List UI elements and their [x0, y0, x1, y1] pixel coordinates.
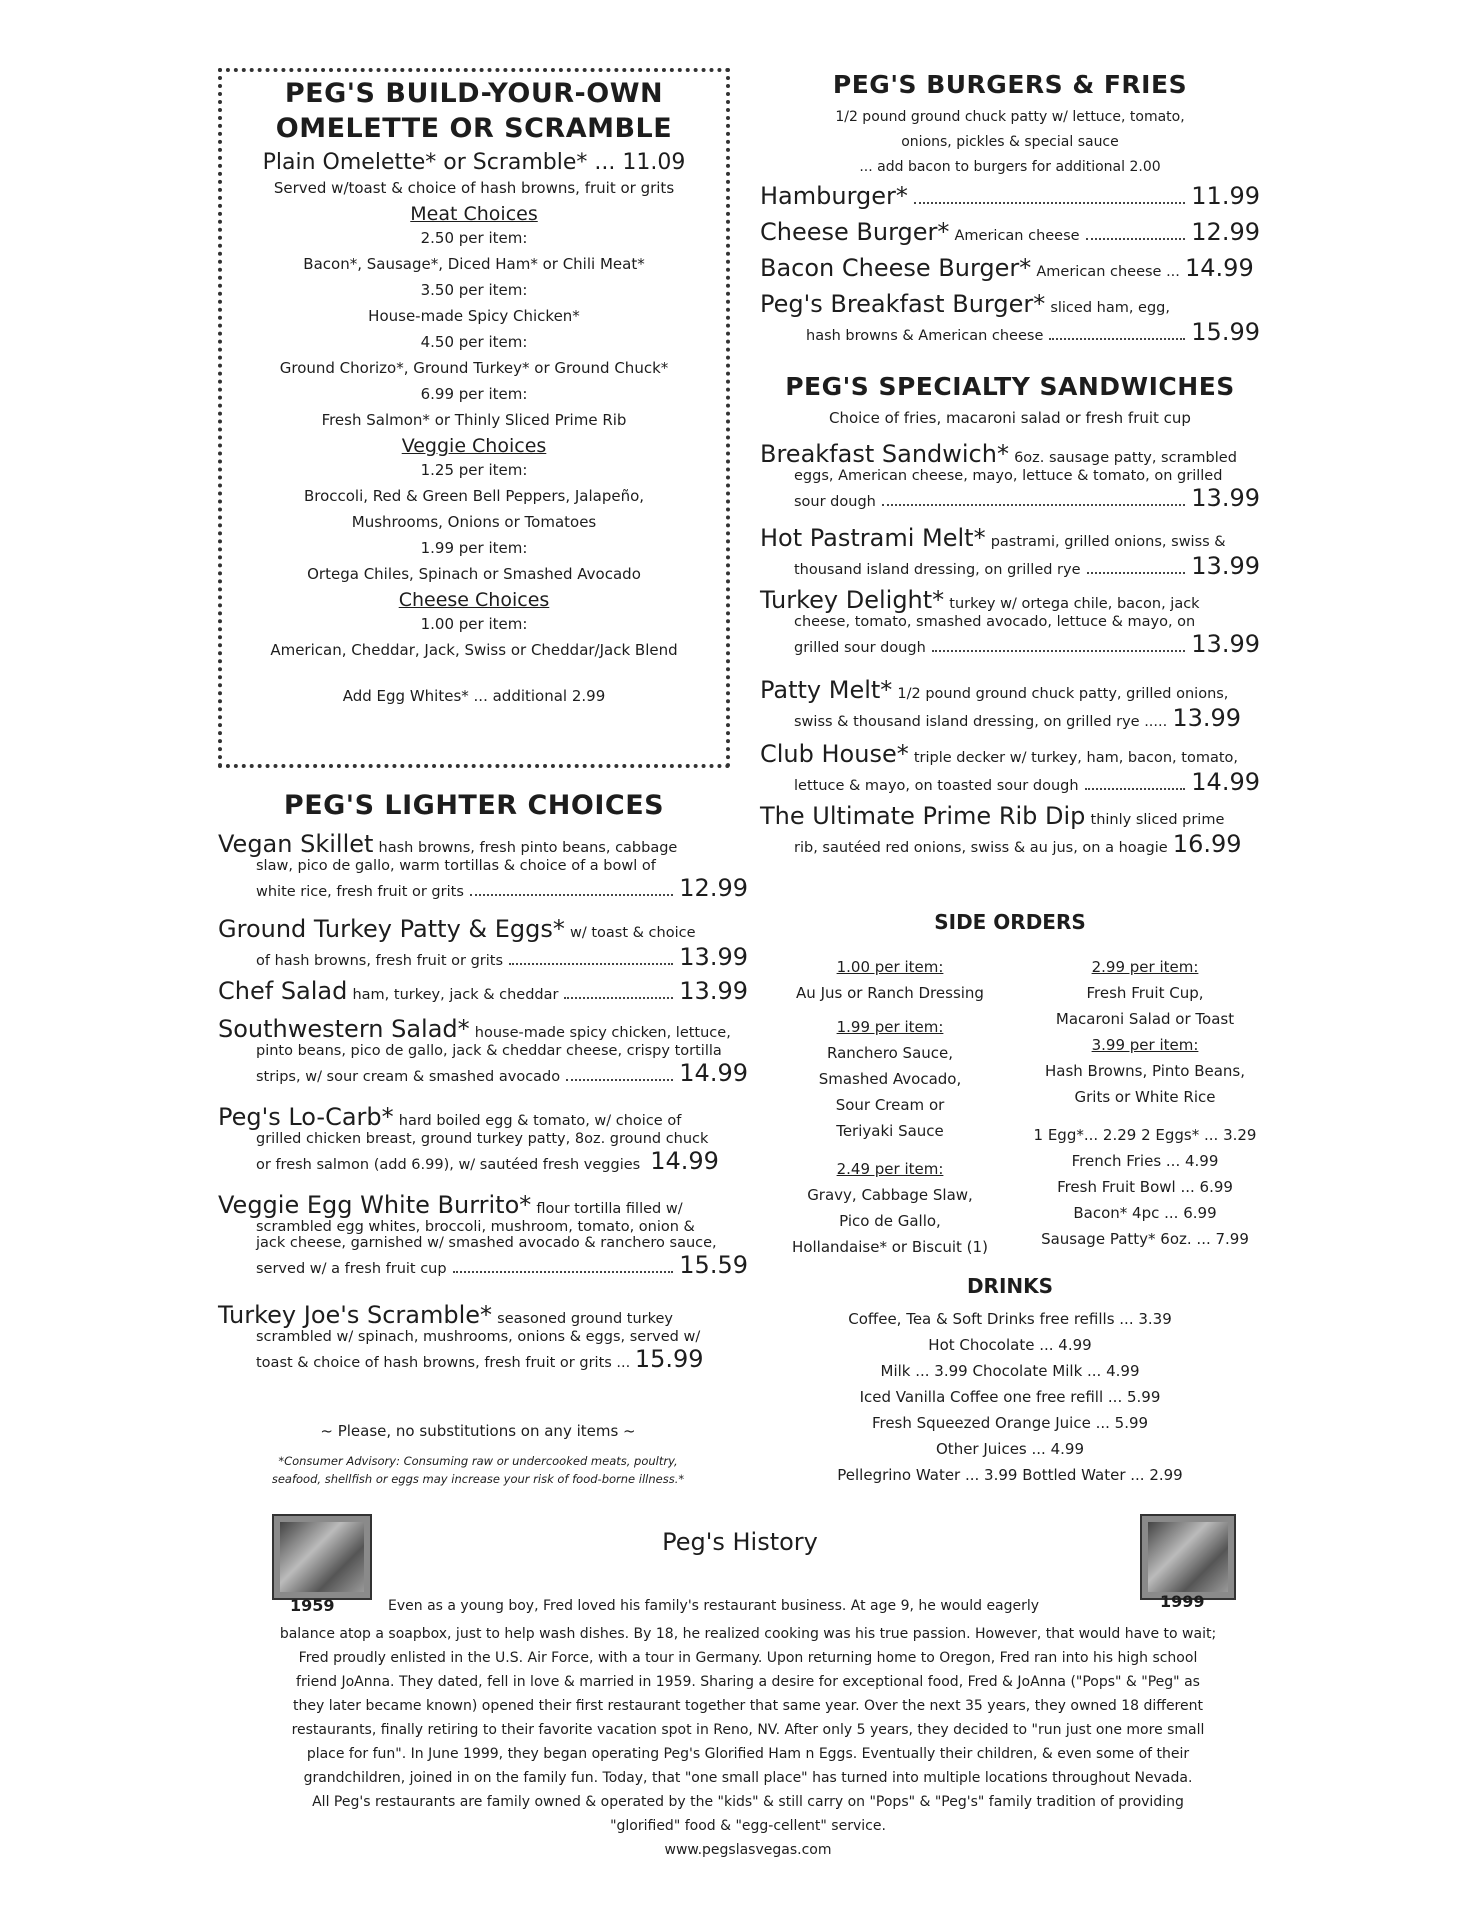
sandwiches-subtitle: Choice of fries, macaroni salad or fresh fruit cup	[829, 409, 1191, 427]
menu-item	[218, 915, 748, 977]
cheese-line: American, Cheddar, Jack, Swiss or Cheddar/Jack Blend	[270, 641, 678, 659]
item-price: 14.99	[650, 1147, 719, 1175]
website-link[interactable]: www.pegslasvegas.com	[664, 1842, 832, 1858]
served-with: Served w/toast & choice of hash browns, fruit or grits	[273, 179, 675, 197]
leader-dots	[566, 1079, 673, 1081]
item-desc: American cheese ...	[1036, 264, 1180, 280]
leader-dots	[914, 202, 1185, 204]
side-line: Sour Cream or	[835, 1096, 945, 1114]
menu-item	[218, 1191, 748, 1301]
meat-line: Bacon*, Sausage*, Diced Ham* or Chili Meat*	[303, 255, 645, 273]
meat-line: Ground Chorizo*, Ground Turkey* or Ground Chuck*	[279, 359, 669, 377]
item-desc: pastrami, grilled onions, swiss &	[990, 534, 1226, 550]
item-price: 11.99	[1191, 182, 1260, 210]
item-desc: 1/2 pound ground chuck patty, grilled onions,	[897, 686, 1229, 702]
cheese-heading: Cheese Choices	[398, 589, 550, 611]
item-desc: w/ toast & choice	[569, 925, 696, 941]
omelette-section	[222, 78, 726, 705]
sandwiches-header	[760, 372, 1260, 427]
consumer-advisory	[218, 1452, 738, 1488]
veggie-line: 1.99 per item:	[420, 539, 528, 557]
leader-dots	[470, 894, 673, 896]
side-line: Hash Browns, Pinto Beans,	[1044, 1062, 1245, 1080]
menu-item: Turkey Joe's Scramble* seasoned ground turkey scrambled w/ spinach, mushrooms, onions & eggs, served w/ toast & choice of hash browns, fresh fruit or grits ... 15.99	[218, 1301, 748, 1391]
leader-dots	[932, 650, 1185, 652]
drink-line: Pellegrino Water ... 3.99 Bottled Water ... 2.99	[837, 1466, 1183, 1484]
menu-item	[760, 218, 1260, 254]
item-name: Veggie Egg White Burrito*	[218, 1191, 532, 1219]
drink-line: Other Juices ... 4.99	[936, 1440, 1084, 1458]
history-line-first: Even as a young boy, Fred loved his family's restaurant business. At age 9, he would eagerly	[388, 1598, 1040, 1614]
menu-item	[760, 586, 1260, 676]
omelette-title-2: OMELETTE OR SCRAMBLE	[275, 113, 673, 144]
sides-right-column	[1020, 954, 1270, 1252]
drinks-title: DRINKS	[966, 1274, 1054, 1298]
side-line: Grits or White Rice	[1074, 1088, 1216, 1106]
history-title: Peg's History	[662, 1528, 818, 1556]
item-desc: turkey w/ ortega chile, bacon, jack	[949, 596, 1200, 612]
item-price: 13.99	[1191, 484, 1260, 512]
veggie-line: Mushrooms, Onions or Tomatoes	[351, 513, 597, 531]
item-desc: strips, w/ sour cream & smashed avocado	[256, 1069, 561, 1085]
item-price: 13.99	[679, 943, 748, 971]
item-name: The Ultimate Prime Rib Dip	[760, 802, 1086, 830]
item-price: 15.59	[679, 1251, 748, 1279]
item-price: 15.99	[634, 1345, 704, 1373]
sides-title: SIDE ORDERS	[934, 910, 1086, 934]
item-desc: sliced ham, egg,	[1050, 300, 1170, 316]
item-desc: white rice, fresh fruit or grits	[256, 884, 464, 900]
item-desc: eggs, American cheese, mayo, lettuce & tomato, on grilled	[794, 468, 1223, 484]
item-desc: hash browns & American cheese	[806, 328, 1044, 344]
drink-line: Iced Vanilla Coffee one free refill ... 5.99	[859, 1388, 1161, 1406]
item-name: Peg's Breakfast Burger*	[760, 290, 1046, 318]
item-desc: sour dough	[794, 494, 876, 510]
item-price: 13.99	[1172, 704, 1242, 732]
item-desc: seasoned ground turkey	[497, 1311, 673, 1327]
leader-dots	[882, 504, 1185, 506]
side-price-head: 1.99 per item:	[836, 1018, 944, 1036]
item-desc: 6oz. sausage patty, scrambled	[1014, 450, 1237, 466]
item-desc: triple decker w/ turkey, ham, bacon, tomato,	[913, 750, 1239, 766]
history-line: place for fun". In June 1999, they began operating Peg's Glorified Ham n Eggs. Eventually their children, & even some of their	[306, 1746, 1190, 1762]
item-desc: of hash browns, fresh fruit or grits	[256, 953, 504, 969]
item-name: Vegan Skillet	[218, 830, 374, 858]
item-name: Cheese Burger*	[760, 218, 950, 246]
meat-line: 2.50 per item:	[420, 229, 528, 247]
side-price-head: 2.99 per item:	[1091, 958, 1199, 976]
side-line: Ranchero Sauce,	[826, 1044, 954, 1062]
leader-dots	[453, 1271, 674, 1273]
cheese-list	[222, 611, 726, 663]
side-line: Gravy, Cabbage Slaw,	[807, 1186, 973, 1204]
side-extra: Fresh Fruit Bowl ... 6.99	[1057, 1178, 1233, 1196]
item-desc: lettuce & mayo, on toasted sour dough	[794, 778, 1079, 794]
egg-whites: Add Egg Whites* ... additional 2.99	[342, 687, 606, 705]
history-line: friend JoAnna. They dated, fell in love & married in 1959. Sharing a desire for exceptional food, Fred & JoAnna ("Pops" & "Peg" as	[296, 1674, 1200, 1690]
meat-list	[222, 225, 726, 433]
history-line: "glorified" food & "egg-cellent" service.	[610, 1818, 886, 1834]
side-price-head: 2.49 per item:	[836, 1160, 944, 1178]
history-line: All Peg's restaurants are family owned & operated by the "kids" & still carry on "Pops" & "Peg's" family tradition of providing	[312, 1794, 1184, 1810]
item-desc: or fresh salmon (add 6.99), w/ sautéed fresh veggies	[256, 1157, 641, 1173]
item-price: 12.99	[679, 874, 748, 902]
item-desc: thousand island dressing, on grilled rye	[794, 562, 1081, 578]
item-desc: served w/ a fresh fruit cup	[256, 1261, 447, 1277]
item-desc: swiss & thousand island dressing, on grilled rye .....	[794, 714, 1168, 730]
omelette-title-1: PEG'S BUILD-YOUR-OWN	[284, 78, 664, 109]
item-name: Turkey Joe's Scramble*	[218, 1301, 493, 1329]
leader-dots	[564, 997, 673, 999]
burgers-sub-line: onions, pickles & special sauce	[901, 134, 1119, 150]
item-desc: house-made spicy chicken, lettuce,	[474, 1025, 731, 1041]
item-name: Hot Pastrami Melt*	[760, 524, 986, 552]
photo-1999	[1140, 1514, 1236, 1600]
year-1959: 1959	[290, 1596, 335, 1615]
veggie-list	[222, 457, 726, 587]
item-price: 14.99	[1185, 254, 1254, 282]
item-price: 12.99	[1191, 218, 1260, 246]
advisory-line: seafood, shellfish or eggs may increase your risk of food-borne illness.*	[271, 1472, 685, 1486]
item-desc: hard boiled egg & tomato, w/ choice of	[398, 1113, 682, 1129]
item-name: Chef Salad	[218, 977, 348, 1005]
lighter-title: PEG'S LIGHTER CHOICES	[283, 790, 665, 821]
item-desc: grilled chicken breast, ground turkey patty, 8oz. ground chuck	[256, 1131, 709, 1147]
item-desc: thinly sliced prime	[1090, 812, 1225, 828]
side-line: Au Jus or Ranch Dressing	[796, 984, 984, 1002]
meat-line: 4.50 per item:	[420, 333, 528, 351]
item-name: Southwestern Salad*	[218, 1015, 470, 1043]
menu-item	[218, 830, 748, 915]
side-extra: 1 Egg*... 2.29 2 Eggs* ... 3.29	[1033, 1126, 1257, 1144]
leader-dots	[1085, 788, 1186, 790]
side-line: Macaroni Salad or Toast	[1055, 1010, 1235, 1028]
item-name: Turkey Delight*	[760, 586, 945, 614]
drink-line: Coffee, Tea & Soft Drinks free refills ... 3.39	[848, 1310, 1172, 1328]
burgers-section	[760, 70, 1260, 180]
burgers-title: PEG'S BURGERS & FRIES	[832, 70, 1188, 99]
item-desc: ham, turkey, jack & cheddar	[352, 987, 559, 1003]
menu-item	[218, 1103, 748, 1191]
side-extra: French Fries ... 4.99	[1071, 1152, 1219, 1170]
side-extra: Bacon* 4pc ... 6.99	[1073, 1204, 1217, 1222]
item-name: Breakfast Sandwich*	[760, 440, 1009, 468]
item-price: 14.99	[1191, 768, 1260, 796]
side-price-head: 1.00 per item:	[836, 958, 944, 976]
item-desc: American cheese	[954, 228, 1080, 244]
burgers-list	[760, 182, 1260, 352]
history-line: they later became known) opened their first restaurant together that same year. Over the next 35 years, they owned 18 different	[293, 1698, 1203, 1714]
history-line: grandchildren, joined in on the family fun. Today, that "one small place" has turned into multiple locations throughout Nevada.	[303, 1770, 1193, 1786]
year-1999: 1999	[1160, 1592, 1205, 1611]
item-desc: pinto beans, pico de gallo, jack & cheddar cheese, crispy tortilla	[256, 1043, 722, 1059]
item-name: Ground Turkey Patty & Eggs*	[218, 915, 565, 943]
item-price: 15.99	[1191, 318, 1260, 346]
item-desc: scrambled w/ spinach, mushrooms, onions & eggs, served w/	[256, 1329, 701, 1345]
menu-item	[218, 977, 748, 1015]
item-desc: slaw, pico de gallo, warm tortillas & choice of a bowl of	[256, 858, 656, 874]
cheese-line: 1.00 per item:	[420, 615, 528, 633]
item-desc: cheese, tomato, smashed avocado, lettuce & mayo, on	[794, 614, 1196, 630]
leader-dots	[1049, 338, 1185, 340]
history-line: restaurants, finally retiring to their favorite vacation spot in Reno, NV. After only 5 years, they decided to "run just one more small	[291, 1722, 1205, 1738]
item-desc: scrambled egg whites, broccoli, mushroom, tomato, onion &	[256, 1219, 695, 1235]
item-price: 16.99	[1172, 830, 1242, 858]
menu-item	[760, 182, 1260, 218]
item-desc: flour tortilla filled w/	[536, 1201, 683, 1217]
meat-heading: Meat Choices	[410, 203, 538, 225]
veggie-line: 1.25 per item:	[420, 461, 528, 479]
item-desc: jack cheese, garnished w/ smashed avocado & ranchero sauce,	[256, 1235, 717, 1251]
leader-dots	[1086, 238, 1186, 240]
burgers-subtitle	[760, 105, 1260, 180]
item-name: Peg's Lo-Carb*	[218, 1103, 394, 1131]
burgers-sub-line: ... add bacon to burgers for additional 2.00	[859, 159, 1161, 175]
advisory-line: *Consumer Advisory: Consuming raw or undercooked meats, poultry,	[278, 1454, 678, 1468]
menu-item	[218, 1015, 748, 1103]
drinks-list	[760, 1306, 1260, 1488]
item-price: 13.99	[1191, 552, 1260, 580]
side-price-head: 3.99 per item:	[1091, 1036, 1199, 1054]
side-line: Teriyaki Sauce	[836, 1122, 944, 1140]
sandwiches-title: PEG'S SPECIALTY SANDWICHES	[785, 372, 1235, 401]
menu-item	[760, 524, 1260, 586]
drink-line: Milk ... 3.99 Chocolate Milk ... 4.99	[880, 1362, 1140, 1380]
item-name: Hamburger*	[760, 182, 908, 210]
history-text	[218, 1622, 1278, 1862]
veggie-line: Ortega Chiles, Spinach or Smashed Avocado	[307, 565, 641, 583]
veggie-heading: Veggie Choices	[401, 435, 547, 457]
burgers-sub-line: 1/2 pound ground chuck patty w/ lettuce, tomato,	[835, 109, 1185, 125]
side-line: Fresh Fruit Cup,	[1086, 984, 1204, 1002]
item-price: 13.99	[1191, 630, 1260, 658]
no-substitutions: ~ Please, no substitutions on any items ~	[320, 1422, 636, 1440]
meat-line: 6.99 per item:	[420, 385, 528, 403]
sandwiches-list	[760, 440, 1260, 864]
history-line: Fred proudly enlisted in the U.S. Air Force, with a tour in Germany. Upon returning home to Oregon, Fred ran into his high school	[298, 1650, 1198, 1666]
drink-line: Fresh Squeezed Orange Juice ... 5.99	[871, 1414, 1149, 1432]
plain-omelette: Plain Omelette* or Scramble* ... 11.09	[262, 150, 686, 175]
menu-item	[760, 740, 1260, 802]
leader-dots	[1087, 572, 1186, 574]
item-price: 14.99	[679, 1059, 748, 1087]
menu-item	[760, 290, 1260, 352]
menu-item	[760, 440, 1260, 524]
leader-dots	[509, 963, 673, 965]
lighter-list	[218, 830, 748, 1391]
item-price: 13.99	[679, 977, 748, 1005]
sides-left-column	[770, 954, 1010, 1260]
side-extra: Sausage Patty* 6oz. ... 7.99	[1041, 1230, 1249, 1248]
meat-line: Fresh Salmon* or Thinly Sliced Prime Rib	[321, 411, 627, 429]
meat-line: House-made Spicy Chicken*	[368, 307, 580, 325]
item-desc: rib, sautéed red onions, swiss & au jus, on a hoagie	[794, 840, 1168, 856]
item-name: Bacon Cheese Burger*	[760, 254, 1032, 282]
menu-item	[760, 254, 1260, 290]
side-line: Pico de Gallo,	[839, 1212, 941, 1230]
side-line: Smashed Avocado,	[818, 1070, 962, 1088]
photo-1959	[272, 1514, 372, 1600]
side-line: Hollandaise* or Biscuit (1)	[792, 1238, 988, 1256]
drink-line: Hot Chocolate ... 4.99	[928, 1336, 1092, 1354]
item-desc: hash browns, fresh pinto beans, cabbage	[378, 840, 678, 856]
item-name: Patty Melt*	[760, 676, 893, 704]
menu-item	[760, 802, 1260, 864]
meat-line: 3.50 per item:	[420, 281, 528, 299]
veggie-line: Broccoli, Red & Green Bell Peppers, Jalapeño,	[303, 487, 645, 505]
item-desc: grilled sour dough	[794, 640, 926, 656]
menu-item	[760, 676, 1260, 740]
item-name: Club House*	[760, 740, 909, 768]
history-line: balance atop a soapbox, just to help wash dishes. By 18, he realized cooking was his true passion. However, that would have to wait;	[279, 1626, 1217, 1642]
item-desc: toast & choice of hash browns, fresh fruit or grits	[256, 1355, 612, 1371]
